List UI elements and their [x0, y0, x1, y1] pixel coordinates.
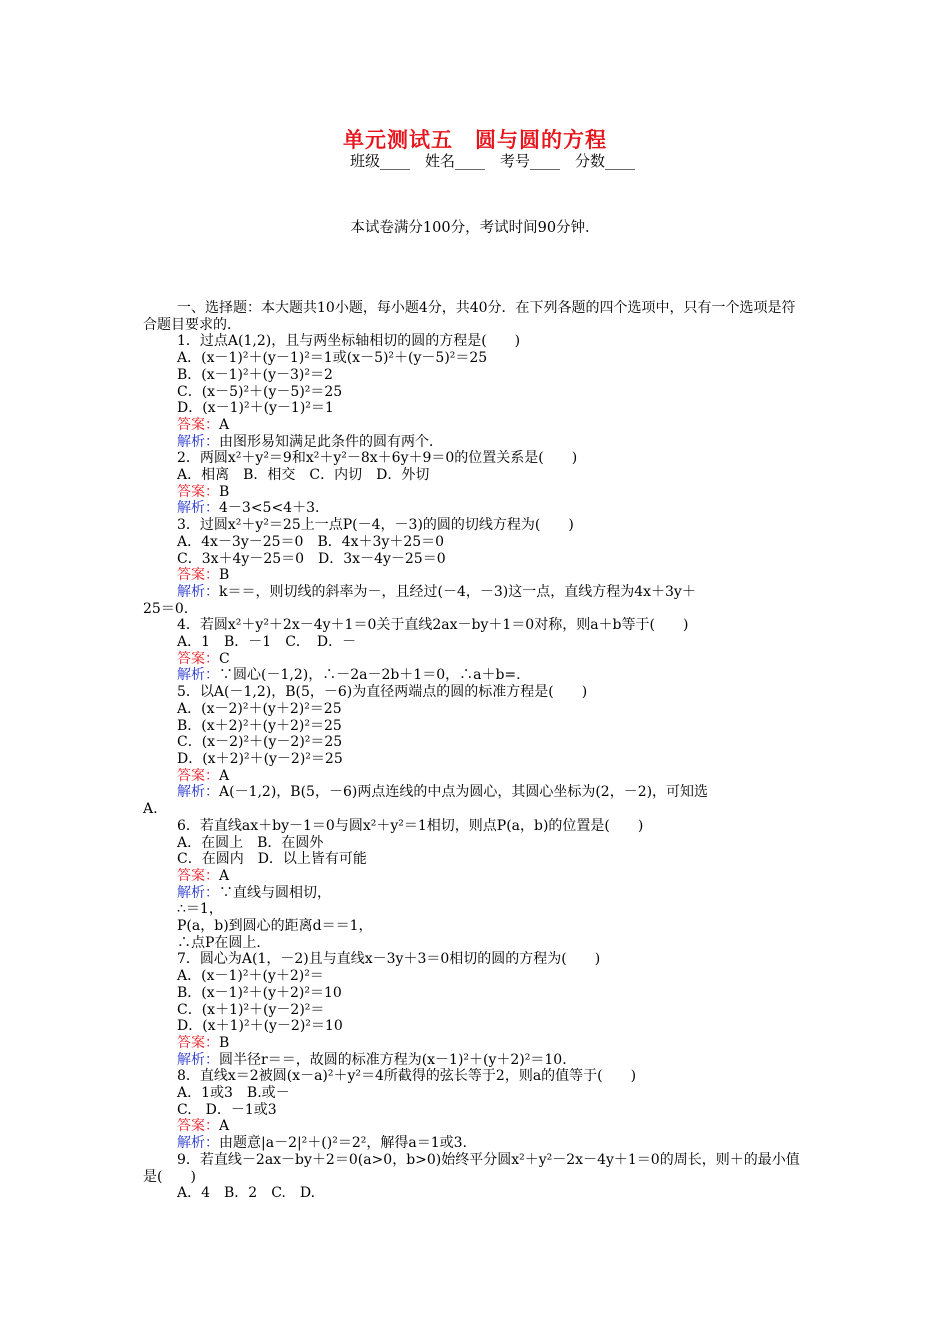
- q6-analysis-line4: ∴点P在圆上．: [177, 934, 271, 951]
- analysis-label: 解析：: [177, 433, 219, 450]
- q7-option-c: C．(x＋1)²＋(y－2)²＝: [177, 1001, 325, 1018]
- q5-analysis: [143, 784, 808, 801]
- q3-options-cd: C．3x＋4y－25＝0 D．3x－4y－25＝0: [177, 550, 446, 567]
- q7-answer: [143, 1035, 808, 1052]
- analysis-label: 解析：: [177, 784, 219, 801]
- answer-label: 答案：: [177, 483, 219, 500]
- q7-analysis-text: 圆半径r＝＝，故圆的标准方程为(x－1)²＋(y＋2)²＝10.: [219, 1051, 567, 1068]
- analysis-label: 解析：: [177, 583, 219, 600]
- q1-option-a: A．(x－1)²＋(y－1)²＝1或(x－5)²＋(y－5)²＝25: [177, 350, 488, 367]
- q1-analysis-text: 由图形易知满足此条件的圆有两个．: [219, 433, 443, 450]
- answer-label: 答案：: [177, 567, 219, 584]
- q8-options-cd: C. D．－1或3: [177, 1101, 277, 1118]
- q2-options: A．相离 B．相交 C．内切 D．外切: [177, 467, 430, 484]
- answer-label: 答案：: [177, 1118, 219, 1135]
- analysis-label: 解析：: [177, 500, 219, 517]
- q4-analysis-text: ∵圆心(－1,2)，∴－2a－2b＋1＝0，∴a＋b=.: [219, 667, 521, 684]
- q6-answer-value: A: [219, 867, 230, 884]
- q7-option-d: D．(x＋1)²＋(y－2)²＝10: [177, 1018, 343, 1035]
- q8-options-ab: A．1或3 B.或－: [177, 1085, 290, 1102]
- q5-option-b: B．(x＋2)²＋(y＋2)²＝25: [177, 717, 342, 734]
- question-list: [143, 300, 808, 1202]
- q6-analysis-line2: ∴＝1，: [177, 901, 223, 918]
- q5-option-d: D．(x＋2)²＋(y－2)²＝25: [177, 750, 343, 767]
- q1-option-d: D．(x－1)²＋(y－1)²＝1: [177, 400, 334, 417]
- page-title: 单元测试五 圆与圆的方程: [343, 128, 607, 152]
- q6-answer: [143, 868, 808, 885]
- q7-option-a: A．(x－1)²＋(y＋2)²＝: [177, 968, 324, 985]
- q6-analysis-text: ∵直线与圆相切，: [219, 884, 331, 901]
- q1-answer-value: A: [219, 416, 230, 433]
- q3-options-ab: A．4x－3y－25＝0 B．4x＋3y＋25＝0: [177, 533, 445, 550]
- section-heading: 一、选择题：本大题共10小题，每小题4分，共40分．在下列各题的四个选项中，只有一个选项是符合题目要求的．: [143, 300, 796, 333]
- q2-analysis: [143, 500, 808, 517]
- q5-analysis-cont: A.: [143, 801, 158, 818]
- q2-answer: [143, 484, 808, 501]
- q3-answer: [143, 567, 808, 584]
- q7-analysis: [143, 1052, 808, 1069]
- q6-analysis-line3: P(a，b)到圆心的距离d＝＝1，: [177, 918, 373, 935]
- q2-answer-value: B: [219, 483, 230, 500]
- q3-analysis: [143, 584, 808, 601]
- q8-stem: 8．直线x＝2被圆(x－a)²＋y²＝4所截得的弦长等于2，则a的值等于( ): [177, 1068, 637, 1085]
- answer-label: 答案：: [177, 650, 219, 667]
- q4-analysis: [143, 667, 808, 684]
- q4-answer-value: C: [219, 650, 230, 667]
- q6-options-ab: A．在圆上 B．在圆外: [177, 834, 324, 851]
- q8-analysis-text: 由题意|a－2|²＋()²＝2²，解得a＝1或3.: [219, 1135, 467, 1152]
- q9-options: A．4 B．2 C. D.: [177, 1185, 316, 1202]
- analysis-label: 解析：: [177, 1051, 219, 1068]
- q6-options-cd: C．在圆内 D．以上皆有可能: [177, 851, 367, 868]
- q9-stem: 9．若直线－2ax－by＋2＝0(a>0，b>0)始终平分圆x²＋y²－2x－4y＋1＝0的周长，则＋的最小值是( ): [143, 1151, 800, 1185]
- q1-option-b: B．(x－1)²＋(y－3)²＝2: [177, 366, 333, 383]
- q1-stem: 1．过点A(1,2)，且与两坐标轴相切的圆的方程是( ): [177, 333, 521, 350]
- q7-answer-value: B: [219, 1034, 230, 1051]
- q3-stem: 3．过圆x²＋y²＝25上一点P(－4，－3)的圆的切线方程为( ): [177, 517, 574, 534]
- q4-answer: [143, 651, 808, 668]
- q4-stem: 4．若圆x²＋y²＋2x－4y＋1＝0关于直线2ax－by＋1＝0对称，则a＋b等于( ): [177, 617, 689, 634]
- q5-option-a: A．(x－2)²＋(y＋2)²＝25: [177, 700, 342, 717]
- q5-answer-value: A: [219, 767, 230, 784]
- q3-analysis-cont: 25＝0.: [143, 600, 189, 617]
- q3-answer-value: B: [219, 567, 230, 584]
- q6-analysis: [143, 885, 808, 902]
- q5-answer: [143, 768, 808, 785]
- answer-label: 答案：: [177, 416, 219, 433]
- q4-options: A．1 B．－1 C． D．－: [177, 634, 357, 651]
- answer-label: 答案：: [177, 767, 219, 784]
- q8-analysis: [143, 1135, 808, 1152]
- q5-option-c: C．(x－2)²＋(y－2)²＝25: [177, 734, 343, 751]
- q3-analysis-text: k＝＝，则切线的斜率为－，且经过(－4，－3)这一点，直线方程为4x＋3y＋: [219, 583, 696, 600]
- q8-answer: [143, 1118, 808, 1135]
- q7-stem: 7．圆心为A(1，－2)且与直线x－3y＋3＝0相切的圆的方程为( ): [177, 951, 601, 968]
- analysis-label: 解析：: [177, 667, 219, 684]
- q8-answer-value: A: [219, 1118, 230, 1135]
- q5-analysis-text: A(－1,2)，B(5，－6)两点连线的中点为圆心，其圆心坐标为(2，－2)，可知选: [219, 784, 709, 801]
- answer-label: 答案：: [177, 867, 219, 884]
- q2-stem: 2．两圆x²＋y²＝9和x²＋y²－8x＋6y＋9＝0的位置关系是( ): [177, 450, 578, 467]
- student-info-line: 班级____ 姓名____ 考号____ 分数____: [349, 152, 635, 170]
- q5-stem: 5．以A(－1,2)，B(5，－6)为直径两端点的圆的标准方程是( ): [177, 684, 588, 701]
- q1-answer: [143, 417, 808, 434]
- q1-option-c: C．(x－5)²＋(y－5)²＝25: [177, 383, 343, 400]
- q6-stem: 6．若直线ax＋by－1＝0与圆x²＋y²＝1相切，则点P(a，b)的位置是( ): [177, 817, 644, 834]
- analysis-label: 解析：: [177, 884, 219, 901]
- analysis-label: 解析：: [177, 1135, 219, 1152]
- q7-option-b: B．(x－1)²＋(y＋2)²＝10: [177, 984, 342, 1001]
- q1-analysis: [143, 434, 808, 451]
- answer-label: 答案：: [177, 1034, 219, 1051]
- q2-analysis-text: 4－3<5<4＋3.: [219, 500, 320, 517]
- exam-intro: 本试卷满分100分，考试时间90分钟．: [350, 220, 600, 236]
